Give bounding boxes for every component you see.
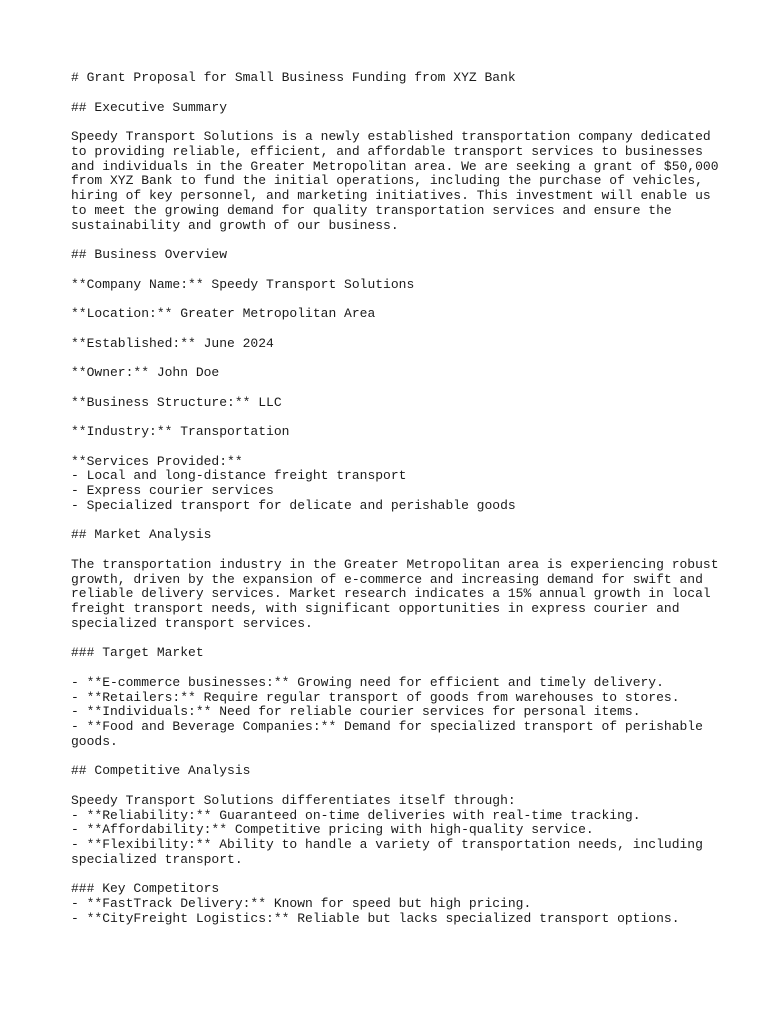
list-item-continuation: goods. [71,733,118,749]
blank-line [71,86,711,101]
paragraph-line: Speedy Transport Solutions differentiates itself through: [71,792,516,808]
list-item: - **Reliability:** Guaranteed on-time deliveries with real-time tracking. [71,807,641,823]
heading-key-competitors: ### Key Competitors [71,881,220,897]
heading-business-overview: ## Business Overview [71,247,228,262]
field-business-structure: **Business Structure:** LLC [71,394,282,410]
blank-line [71,440,711,455]
paragraph-line: The transportation industry in the Greater Metropolitan area is experiencing robust [71,556,719,572]
heading-target-market: ### Target Market [71,645,204,661]
heading-competitive-analysis: ## Competitive Analysis [71,763,251,779]
blank-line [71,292,711,307]
blank-line [71,322,711,337]
list-item: - **CityFreight Logistics:** Reliable but lacks specialized transport options. [71,910,680,926]
blank-line [71,750,711,765]
list-item: - Express courier services [71,483,274,498]
paragraph-line: hiring of key personnel, and marketing initiatives. This investment will enable us [71,188,711,203]
blank-line [71,410,711,425]
field-industry: **Industry:** Transportation [71,424,290,439]
paragraph-line: freight transport needs, with significant opportunities in express courier and [71,601,680,616]
blank-line [71,779,711,794]
list-item: - **Flexibility:** Ability to handle a variety of transportation needs, including [71,837,703,852]
blank-line [71,233,711,248]
field-location: **Location:** Greater Metropolitan Area [71,306,376,321]
list-item: - **Individuals:** Need for reliable courier services for personal items. [71,704,641,720]
list-item: - **Retailers:** Require regular transport of goods from warehouses to stores. [71,689,680,705]
list-item: - **E-commerce businesses:** Growing need for efficient and timely delivery. [71,674,664,690]
paragraph-line: reliable delivery services. Market research indicates a 15% annual growth in local [71,586,711,602]
paragraph-line: sustainability and growth of our business. [71,217,399,233]
blank-line [71,514,711,529]
list-item-continuation: specialized transport. [71,851,243,867]
blank-line [71,115,711,130]
list-item: - Local and long-distance freight transport [71,468,407,484]
paragraph-line: specialized transport services. [71,615,313,631]
field-owner: **Owner:** John Doe [71,365,220,380]
field-company-name: **Company Name:** Speedy Transport Solutions [71,276,415,292]
blank-line [71,661,711,676]
blank-line [71,381,711,396]
field-services-provided: **Services Provided:** [71,453,243,469]
field-established: **Established:** June 2024 [71,335,274,351]
heading-market-analysis: ## Market Analysis [71,527,212,543]
paragraph-line: and individuals in the Greater Metropolitan area. We are seeking a grant of $50,000 [71,158,719,174]
heading-executive-summary: ## Executive Summary [71,99,228,115]
list-item: - **Affordability:** Competitive pricing with high-quality service. [71,822,594,838]
blank-line [71,263,711,278]
list-item: - **Food and Beverage Companies:** Demand for specialized transport of perishable [71,719,703,734]
paragraph-line: from XYZ Bank to fund the initial operations, including the purchase of vehicles, [71,173,703,189]
document-page [71,70,719,927]
blank-line [71,351,711,366]
list-item: - **FastTrack Delivery:** Known for speed but high pricing. [71,896,532,911]
paragraph-line: growth, driven by the expansion of e-commerce and increasing demand for swift and [71,571,703,587]
blank-line [71,632,711,647]
blank-line [71,543,711,558]
document-title: # Grant Proposal for Small Business Funding from XYZ Bank [71,70,516,85]
paragraph-line: Speedy Transport Solutions is a newly established transportation company dedicated [71,129,711,144]
list-item: - Specialized transport for delicate and perishable goods [71,497,516,513]
paragraph-line: to meet the growing demand for quality transportation services and ensure the [71,202,672,218]
blank-line [71,868,711,883]
paragraph-line: to providing reliable, efficient, and affordable transport services to businesses [71,143,703,159]
